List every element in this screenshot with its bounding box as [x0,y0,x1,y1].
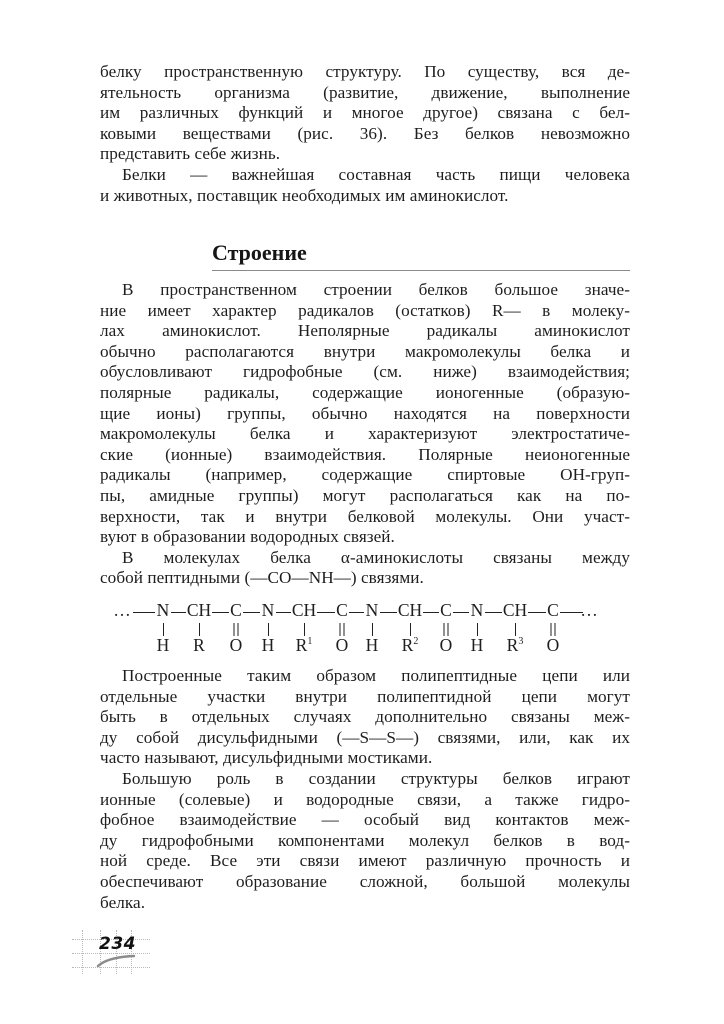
atom-hydrogen: H [470,635,484,655]
atom-oxygen: O [335,635,349,655]
single-bond [163,623,164,636]
atom-carbonyl-carbon: C [547,600,559,620]
page-number-grid [72,930,150,974]
single-bond [485,612,502,613]
text-line: обеспечивают образование сложной, большой молекулы [100,871,630,891]
single-bond [199,623,200,636]
section-heading: Строение [212,240,307,265]
text-line: щие ионы) группы, обычно находятся на поверхности [100,403,630,423]
text-line: ионные (солевые) и водородные связи, а также гидро- [100,789,630,809]
atom-hydrogen: H [261,635,275,655]
single-bond [349,612,364,613]
text-line: часто называют, дисульфидными мостиками. [100,748,433,768]
formula-trailing-dots: … [580,600,598,620]
radical-r [402,635,419,656]
atom-oxygen: O [546,635,560,655]
single-bond [477,623,478,636]
text-line: ние имеет характер радикалов (остатков) R— в молеку- [100,300,630,320]
radical-r [193,635,205,656]
atom-alpha-carbon: CH [502,600,528,620]
atom-nitrogen: N [470,600,484,620]
section-body-top [100,280,630,589]
atom-alpha-carbon: CH [291,600,317,620]
paragraph-radicals [100,280,630,548]
text-line: отдельные участки внутри полипептидной цепи могут [100,686,630,706]
single-bond [133,612,155,613]
atom-alpha-carbon: CH [186,600,212,620]
text-line: лах аминокислот. Неполярные радикалы аминокислот [100,321,630,341]
atom-nitrogen: N [261,600,275,620]
text-line: обусловливают гидрофобные (см. ниже) взаимодействия; [100,362,630,382]
text-line: и животных, поставщик необходимых им аминокислот. [100,185,509,205]
atom-oxygen: O [439,635,453,655]
atom-hydrogen: H [365,635,379,655]
text-line: обычно располагаются внутри макромолекулы белка и [100,341,630,361]
radical-index: 1 [307,636,313,647]
text-line: белку пространственную структуру. По существу, вся де- [100,62,630,81]
atom-carbonyl-carbon: C [230,600,242,620]
single-bond [212,612,229,613]
single-bond [171,612,186,613]
single-bond [528,612,546,613]
text-line: ские (ионные) взаимодействия. Полярные неионогенные [100,444,630,464]
single-bond [453,612,469,613]
formula-leading-dots: … [113,600,131,620]
paragraph-disulfide [100,666,630,769]
paragraph-proteins-food [100,165,630,206]
text-line: В молекулах белка α-аминокислоты связаны между [122,547,630,567]
text-line: фобное взаимодействие — особый вид контактов меж- [100,810,630,830]
text-line: Большую роль в создании структуры белков играют [122,768,630,788]
single-bond [268,623,269,636]
text-line: полярные радикалы, содержащие ионогенные (образую- [100,382,630,402]
text-line: им различных функций и многое другое) связана с бел- [100,103,630,123]
double-bond [444,623,449,636]
atom-hydrogen: H [156,635,170,655]
single-bond [372,623,373,636]
text-line: В пространственном строении белков большое значе- [122,280,630,299]
single-bond [317,612,335,613]
heading-underline [212,270,630,271]
radical-index: 2 [413,636,419,647]
double-bond [551,623,556,636]
radical-label: R [401,635,414,655]
atom-oxygen: O [229,635,243,655]
text-line: ятельность организма (развитие, движение, выполнение [100,82,630,102]
text-line: Белки — важнейшая составная часть пищи человека [122,164,630,184]
single-bond [243,612,260,613]
atom-carbonyl-carbon: C [336,600,348,620]
single-bond [515,623,516,636]
paragraph-bond-types [100,769,630,913]
double-bond [234,623,239,636]
radical-label: R [295,635,308,655]
double-bond [340,623,345,636]
text-line: собой пептидными (—CO—NH—) связями. [100,568,424,588]
polypeptide-chain-formula [100,598,630,660]
section-body-bottom [100,666,630,913]
text-line: представить себе жизнь. [100,144,281,164]
paragraph-intro-continuation [100,62,630,165]
radical-label: R [193,635,205,655]
atom-alpha-carbon: CH [397,600,423,620]
intro-text [100,62,630,206]
text-line: ду собой дисульфидными (—S—S—) связями, или, как их [100,727,630,747]
atom-nitrogen: N [365,600,379,620]
text-line: вуют в образовании водородных связей. [100,527,395,547]
text-line: Построенные таким образом полипептидные цепи или [122,666,630,685]
atom-nitrogen: N [156,600,170,620]
single-bond [380,612,397,613]
radical-r [296,635,313,656]
page-number: 234 [99,934,136,954]
text-line: быть в отдельных случаях дополнительно связаны меж- [100,707,630,727]
paragraph-peptide-bonds [100,548,630,589]
text-line: макромолекулы белка и характеризуют электростатиче- [100,424,630,444]
radical-index: 3 [518,636,524,647]
text-line: пы, амидные группы) могут располагаться как на по- [100,485,630,505]
atom-carbonyl-carbon: C [440,600,452,620]
single-bond [410,623,411,636]
text-line: ковыми веществами (рис. 36). Без белков невозможно [100,123,630,143]
single-bond [276,612,291,613]
single-bond [423,612,439,613]
text-line: ной среде. Все эти связи имеют различную прочность и [100,851,630,871]
text-line: верхности, так и внутри белковой молекулы. Они участ- [100,506,630,526]
text-line: белка. [100,892,146,912]
swoosh-decoration [96,954,136,968]
text-line: радикалы (например, содержащие спиртовые ОН-груп- [100,465,630,485]
radical-r [507,635,524,656]
radical-label: R [506,635,519,655]
single-bond [304,623,305,636]
text-line: ду гидрофобными компонентами молекул белков в вод- [100,830,630,850]
